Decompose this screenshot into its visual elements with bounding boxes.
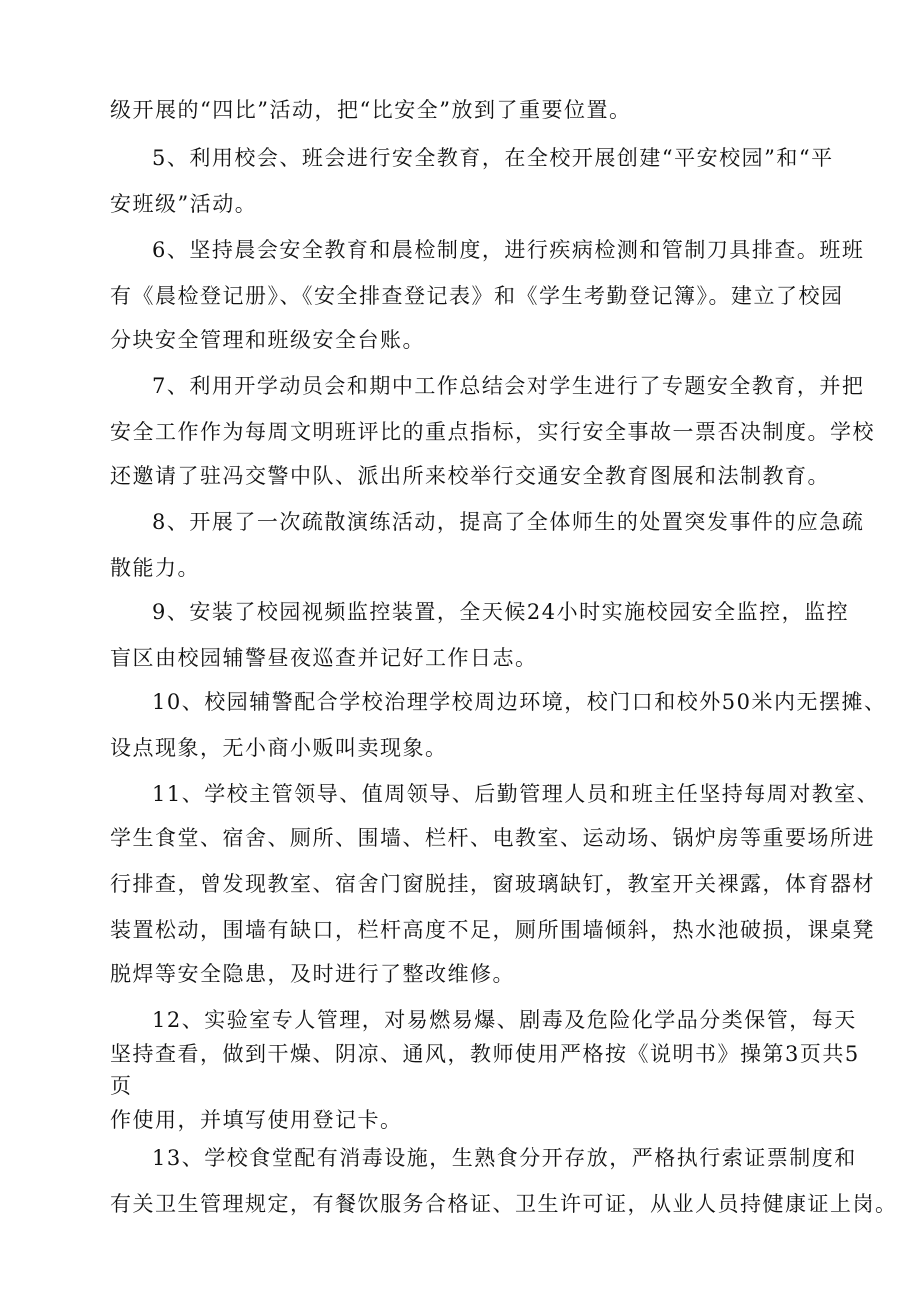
item-11-line: 脱焊等安全隐患，及时进行了整改维修。 bbox=[110, 962, 515, 986]
item-9-line: 盲区由校园辅警昼夜巡查并记好工作日志。 bbox=[110, 646, 538, 670]
item-13-line: 13、学校食堂配有消毒设施，生熟食分开存放，严格执行索证票制度和 bbox=[152, 1146, 857, 1170]
item-8-line: 8、开展了一次疏散演练活动，提高了全体师生的处置突发事件的应急疏 bbox=[152, 510, 865, 534]
item-12-line: 页 bbox=[110, 1074, 133, 1098]
item-13-line: 有关卫生管理规定，有餐饮服务合格证、卫生许可证，从业人员持健康证上岗。 bbox=[110, 1192, 898, 1216]
item-9-line: 9、安装了校园视频监控装置，全天候24小时实施校园安全监控，监控 bbox=[152, 600, 850, 624]
paragraph-line: 级开展的“四比”活动，把“比安全”放到了重要位置。 bbox=[110, 98, 632, 122]
item-5-line: 5、利用校会、班会进行安全教育，在全校开展创建“平安校园”和“平 bbox=[152, 146, 834, 170]
item-5-line: 安班级”活动。 bbox=[110, 192, 258, 216]
item-11-line: 11、学校主管领导、值周领导、后勤管理人员和班主任坚持每周对教室、 bbox=[152, 782, 880, 806]
item-10-line: 设点现象，无小商小贩叫卖现象。 bbox=[110, 736, 448, 760]
item-12-line: 12、实验室专人管理，对易燃易爆、剧毒及危险化学品分类保管，每天 bbox=[152, 1008, 857, 1032]
item-7-line: 安全工作作为每周文明班评比的重点指标，实行安全事故一票否决制度。学校 bbox=[110, 420, 875, 444]
item-12-line: 坚持查看，做到干燥、阴凉、通风，教师使用严格按《说明书》操第3页共5 bbox=[110, 1042, 860, 1066]
item-11-line: 装置松动，围墙有缺口，栏杆高度不足，厕所围墙倾斜，热水池破损，课桌凳 bbox=[110, 918, 875, 942]
item-11-line: 学生食堂、宿舍、厕所、围墙、栏杆、电教室、运动场、锅炉房等重要场所进 bbox=[110, 826, 875, 850]
item-7-line: 7、利用开学动员会和期中工作总结会对学生进行了专题安全教育，并把 bbox=[152, 374, 865, 398]
item-11-line: 行排查，曾发现教室、宿舍门窗脱挂，窗玻璃缺钉，教室开关裸露，体育器材 bbox=[110, 872, 875, 896]
item-6-line: 6、坚持晨会安全教育和晨检制度，进行疾病检测和管制刀具排查。班班 bbox=[152, 238, 865, 262]
item-10-line: 10、校园辅警配合学校治理学校周边环境，校门口和校外50米内无摆摊、 bbox=[152, 690, 887, 714]
item-8-line: 散能力。 bbox=[110, 556, 200, 580]
item-6-line: 有《晨检登记册》、《安全排查登记表》和《学生考勤登记簿》。建立了校园 bbox=[110, 284, 844, 308]
item-12-line: 作使用，并填写使用登记卡。 bbox=[110, 1108, 403, 1132]
item-7-line: 还邀请了驻冯交警中队、派出所来校举行交通安全教育图展和法制教育。 bbox=[110, 464, 830, 488]
item-6-line: 分块安全管理和班级安全台账。 bbox=[110, 328, 425, 352]
